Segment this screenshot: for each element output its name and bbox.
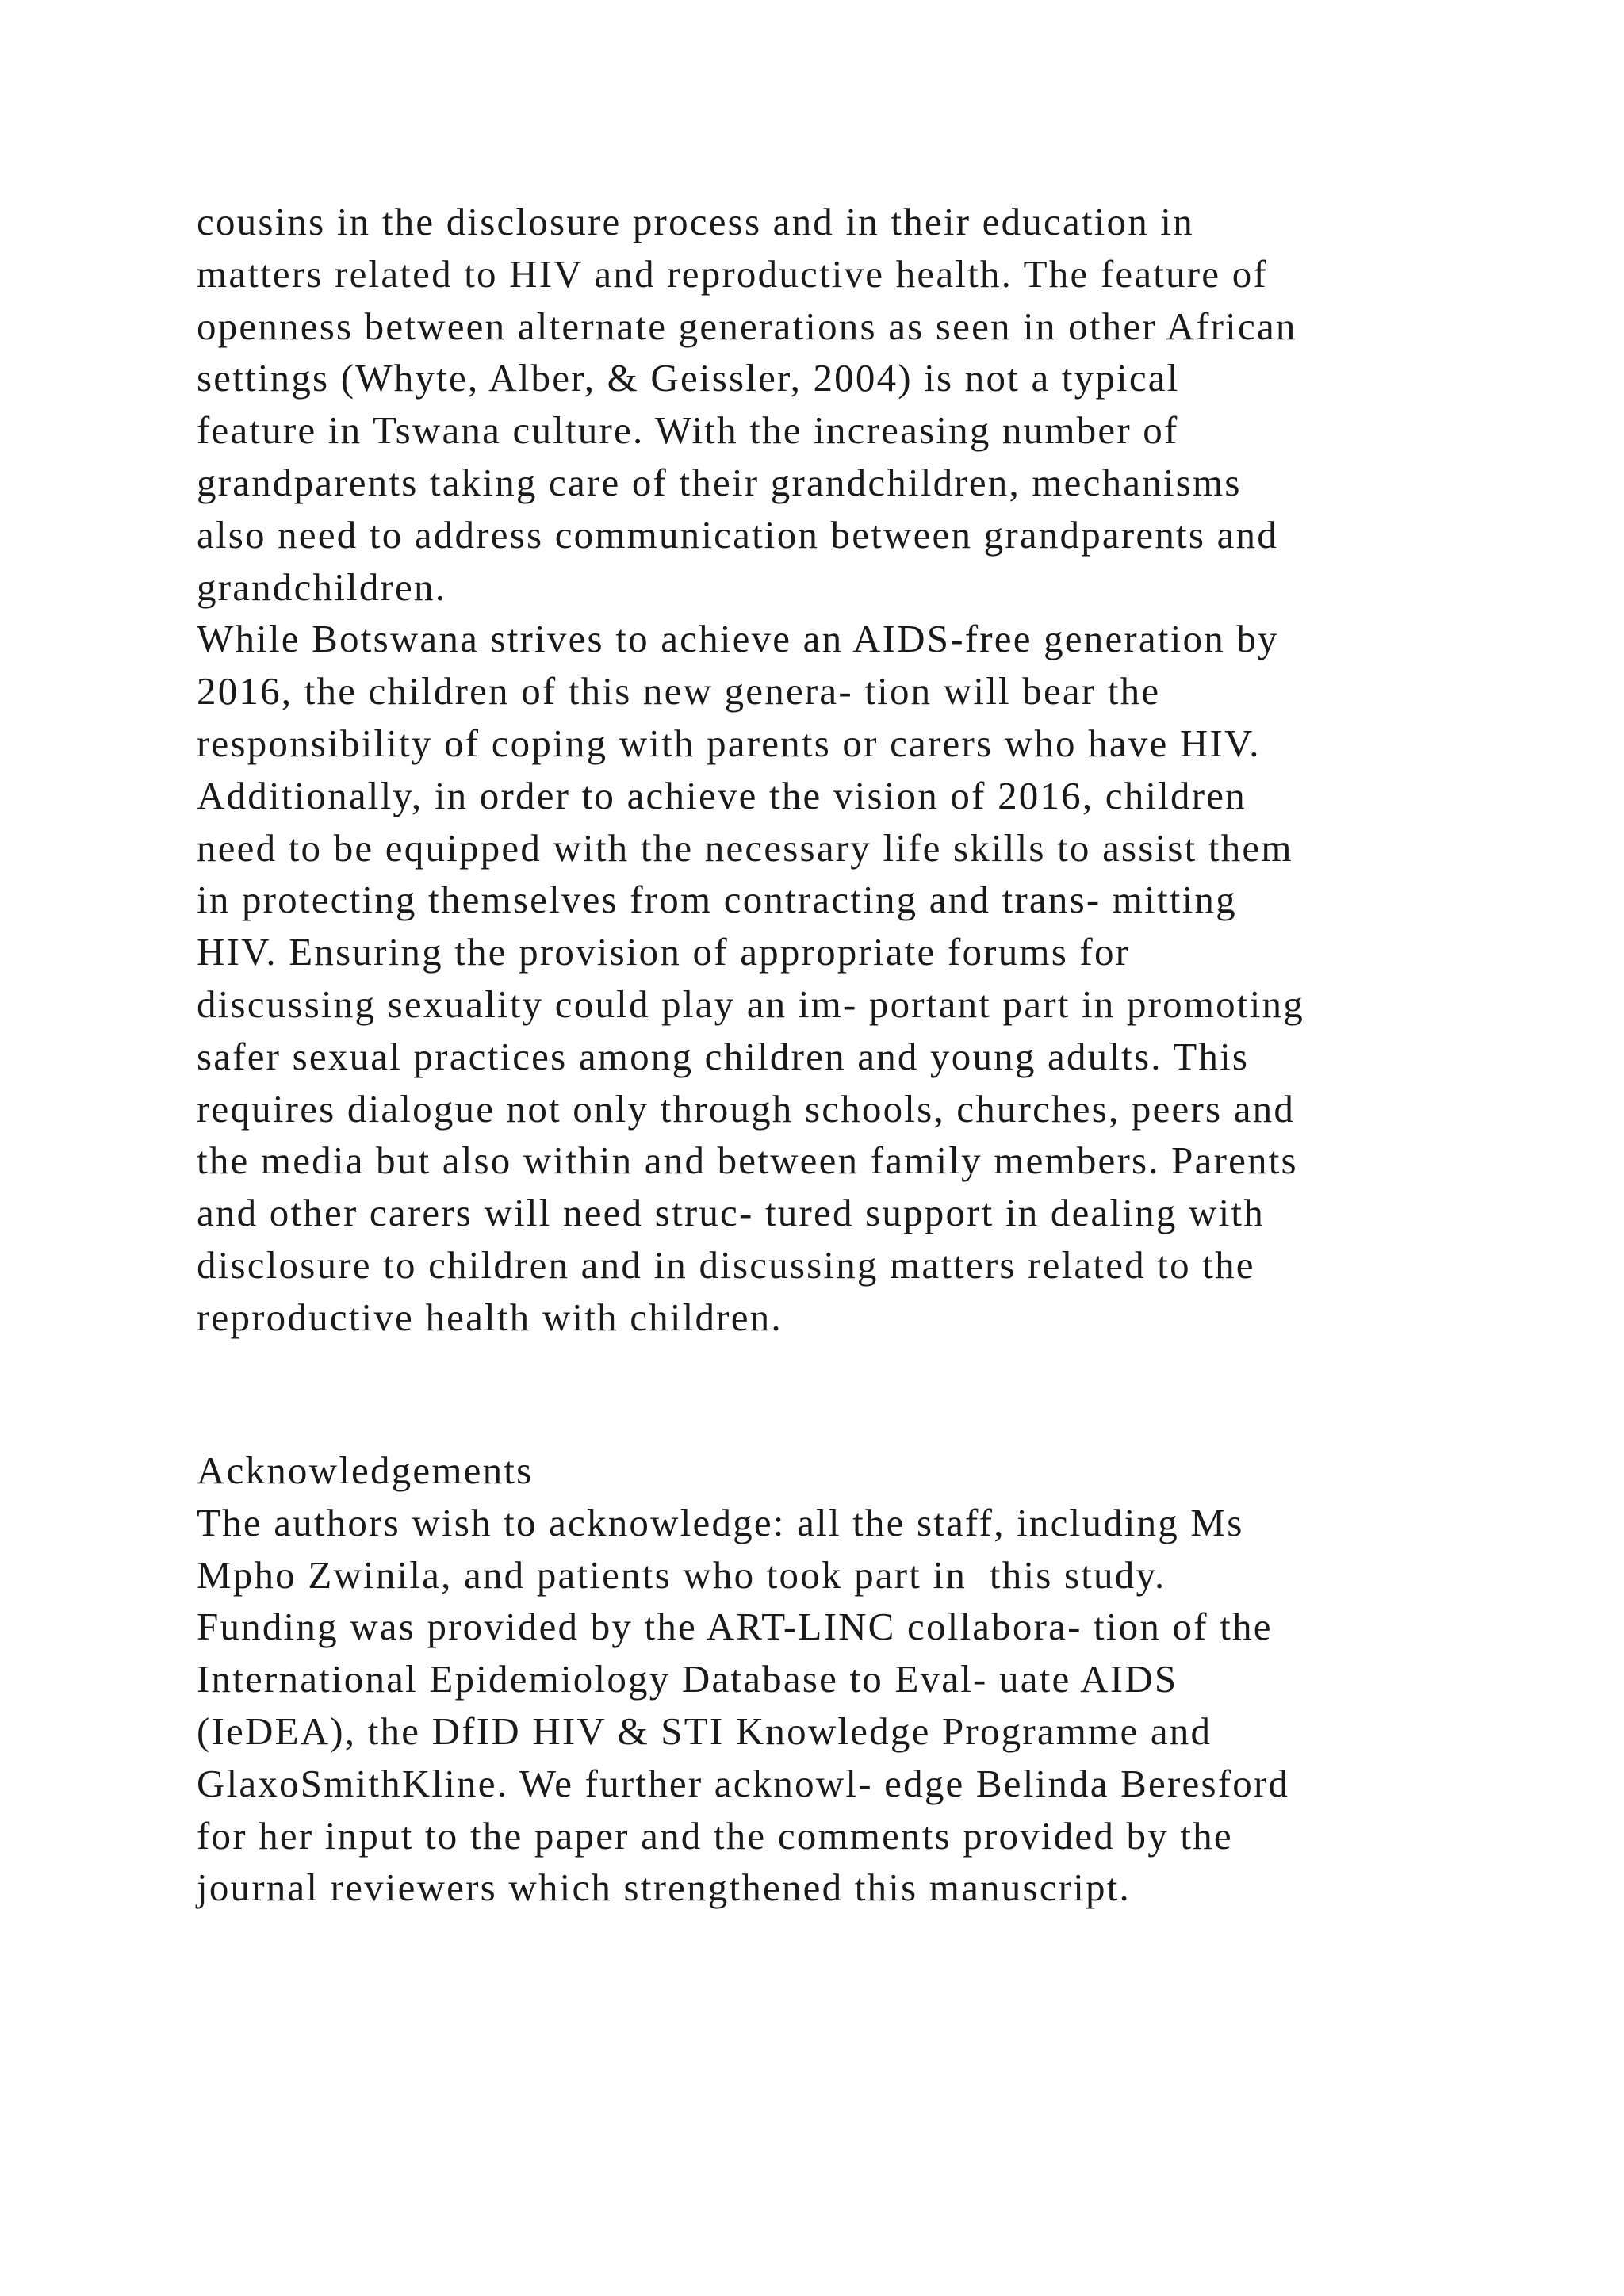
text-line: grandparents taking care of their grandchildren, mechanisms bbox=[197, 460, 1242, 504]
text-line: need to be equipped with the necessary life skills to assist them bbox=[197, 825, 1293, 870]
text-line: 2016, the children of this new genera- tion will bear the bbox=[197, 669, 1161, 714]
text-line: disclosure to children and in discussing matters related to the bbox=[197, 1242, 1255, 1287]
text-line: discussing sexuality could play an im- portant part in promoting bbox=[197, 982, 1304, 1026]
text-line: grandchildren. bbox=[197, 564, 447, 609]
text-line: matters related to HIV and reproductive health. The feature of bbox=[197, 251, 1268, 296]
text-line: for her input to the paper and the comments provided by the bbox=[197, 1813, 1233, 1858]
text-line: While Botswana strives to achieve an AIDS-free generation by bbox=[197, 617, 1279, 661]
text-line: and other carers will need struc- tured support in dealing with bbox=[197, 1191, 1265, 1235]
section-heading: Acknowledgements bbox=[197, 1448, 534, 1492]
text-line: the media but also within and between family members. Parents bbox=[197, 1138, 1298, 1183]
body-text-section bbox=[197, 196, 1561, 1344]
text-line: openness between alternate generations as seen in other African bbox=[197, 304, 1297, 348]
acknowledgements-section bbox=[197, 1445, 1561, 1914]
text-line: HIV. Ensuring the provision of appropriate forums for bbox=[197, 930, 1131, 974]
text-line: requires dialogue not only through schools, churches, peers and bbox=[197, 1086, 1296, 1131]
text-line: reproductive health with children. bbox=[197, 1295, 783, 1339]
text-line: Funding was provided by the ART-LINC collabora- tion of the bbox=[197, 1605, 1273, 1649]
text-line: Additionally, in order to achieve the vision of 2016, children bbox=[197, 773, 1247, 817]
text-line: also need to address communication between grandparents and bbox=[197, 512, 1278, 557]
text-line: (IeDEA), the DfID HIV & STI Knowledge Programme and bbox=[197, 1709, 1212, 1753]
text-line: International Epidemiology Database to Eval- uate AIDS bbox=[197, 1657, 1178, 1701]
text-line: journal reviewers which strengthened this manuscript. bbox=[197, 1866, 1131, 1910]
text-line: in protecting themselves from contracting and trans- mitting bbox=[197, 878, 1237, 922]
text-line: GlaxoSmithKline. We further acknowl- edge Belinda Beresford bbox=[197, 1761, 1290, 1805]
text-line: settings (Whyte, Alber, & Geissler, 2004) is not a typical bbox=[197, 356, 1180, 400]
text-line: Mpho Zwinila, and patients who took part in this study. bbox=[197, 1552, 1166, 1597]
text-line: feature in Tswana culture. With the increasing number of bbox=[197, 408, 1179, 453]
text-line: The authors wish to acknowledge: all the staff, including Ms bbox=[197, 1500, 1244, 1544]
text-line: responsibility of coping with parents or carers who have HIV. bbox=[197, 721, 1261, 765]
text-line: safer sexual practices among children and young adults. This bbox=[197, 1034, 1250, 1078]
text-line: cousins in the disclosure process and in their education in bbox=[197, 200, 1194, 243]
